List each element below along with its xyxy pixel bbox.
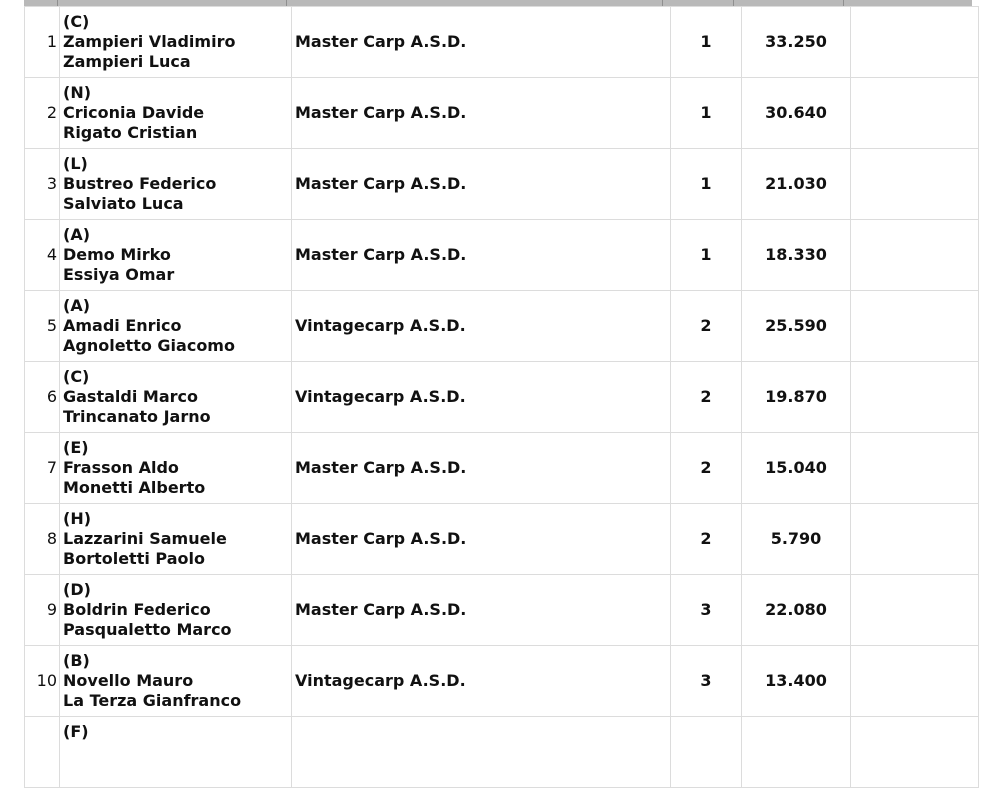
angler-name: Novello Mauro — [63, 671, 194, 690]
table-row — [25, 7, 979, 78]
team-cell — [60, 7, 292, 78]
team-cell — [60, 717, 292, 788]
angler-name: Salviato Luca — [63, 194, 184, 213]
team-cell — [60, 362, 292, 433]
weight-cell: 19.870 — [742, 362, 851, 433]
angler-name: Frasson Aldo — [63, 458, 179, 477]
weight-cell: 13.400 — [742, 646, 851, 717]
empty-cell — [851, 78, 979, 149]
angler-name — [63, 762, 291, 782]
table-row — [25, 717, 979, 788]
angler-name: La Terza Gianfranco — [63, 691, 242, 710]
weight-cell: 33.250 — [742, 7, 851, 78]
club-cell: Master Carp A.S.D. — [292, 149, 671, 220]
table-row — [25, 362, 979, 433]
rank-cell: 8 — [25, 504, 60, 575]
round-cell: 2 — [671, 433, 742, 504]
angler-name: Demo Mirko — [63, 245, 171, 264]
sector-label: (C) — [63, 367, 90, 386]
table-row — [25, 433, 979, 504]
sector-label: (A) — [63, 225, 91, 244]
angler-name: Boldrin Federico — [63, 600, 211, 619]
angler-name: Monetti Alberto — [63, 478, 206, 497]
round-cell: 3 — [671, 575, 742, 646]
club-cell: Master Carp A.S.D. — [292, 7, 671, 78]
angler-name: Criconia Davide — [63, 103, 205, 122]
club-cell — [292, 717, 671, 788]
empty-cell — [851, 504, 979, 575]
empty-cell — [851, 220, 979, 291]
sector-label: (A) — [63, 296, 91, 315]
table-row — [25, 78, 979, 149]
round-cell — [671, 717, 742, 788]
weight-cell — [742, 717, 851, 788]
weight-cell: 25.590 — [742, 291, 851, 362]
angler-name — [63, 742, 291, 762]
empty-cell — [851, 717, 979, 788]
rank-cell: 4 — [25, 220, 60, 291]
weight-cell: 15.040 — [742, 433, 851, 504]
results-table-body — [25, 7, 979, 788]
rank-cell: 1 — [25, 7, 60, 78]
team-cell — [60, 504, 292, 575]
angler-name: Zampieri Luca — [63, 52, 191, 71]
empty-cell — [851, 291, 979, 362]
sector-label: (E) — [63, 438, 89, 457]
empty-cell — [851, 362, 979, 433]
sector-label: (N) — [63, 83, 92, 102]
angler-name: Zampieri Vladimiro — [63, 32, 236, 51]
angler-name: Lazzarini Samuele — [63, 529, 227, 548]
round-cell: 1 — [671, 220, 742, 291]
sector-label: (F) — [63, 722, 89, 741]
round-cell: 1 — [671, 149, 742, 220]
club-cell: Vintagecarp A.S.D. — [292, 362, 671, 433]
table-row — [25, 575, 979, 646]
angler-name: Bustreo Federico — [63, 174, 217, 193]
club-cell: Master Carp A.S.D. — [292, 575, 671, 646]
sector-label: (C) — [63, 12, 90, 31]
table-row — [25, 291, 979, 362]
angler-name: Pasqualetto Marco — [63, 620, 232, 639]
round-cell: 1 — [671, 78, 742, 149]
sector-label: (D) — [63, 580, 91, 599]
table-row — [25, 220, 979, 291]
club-cell: Master Carp A.S.D. — [292, 433, 671, 504]
angler-name: Trincanato Jarno — [63, 407, 211, 426]
empty-cell — [851, 7, 979, 78]
weight-cell: 30.640 — [742, 78, 851, 149]
empty-cell — [851, 646, 979, 717]
angler-name: Agnoletto Giacomo — [63, 336, 235, 355]
round-cell: 2 — [671, 504, 742, 575]
table-row — [25, 504, 979, 575]
angler-name: Bortoletti Paolo — [63, 549, 205, 568]
round-cell: 3 — [671, 646, 742, 717]
team-cell — [60, 291, 292, 362]
rank-cell: 6 — [25, 362, 60, 433]
team-cell — [60, 78, 292, 149]
angler-name: Rigato Cristian — [63, 123, 198, 142]
angler-name: Gastaldi Marco — [63, 387, 198, 406]
rank-cell: 5 — [25, 291, 60, 362]
club-cell: Vintagecarp A.S.D. — [292, 291, 671, 362]
team-cell — [60, 433, 292, 504]
rank-cell: 2 — [25, 78, 60, 149]
team-cell — [60, 149, 292, 220]
sector-label: (L) — [63, 154, 88, 173]
club-cell: Vintagecarp A.S.D. — [292, 646, 671, 717]
angler-name: Amadi Enrico — [63, 316, 182, 335]
results-table — [24, 6, 979, 788]
team-cell — [60, 646, 292, 717]
weight-cell: 21.030 — [742, 149, 851, 220]
rank-cell: 10 — [25, 646, 60, 717]
team-cell — [60, 575, 292, 646]
rank-cell: 7 — [25, 433, 60, 504]
club-cell: Master Carp A.S.D. — [292, 220, 671, 291]
team-cell — [60, 220, 292, 291]
weight-cell: 5.790 — [742, 504, 851, 575]
empty-cell — [851, 149, 979, 220]
table-row — [25, 646, 979, 717]
sector-label: (B) — [63, 651, 90, 670]
club-cell: Master Carp A.S.D. — [292, 504, 671, 575]
empty-cell — [851, 575, 979, 646]
weight-cell: 22.080 — [742, 575, 851, 646]
round-cell: 1 — [671, 7, 742, 78]
rank-cell: 3 — [25, 149, 60, 220]
angler-name: Essiya Omar — [63, 265, 175, 284]
club-cell: Master Carp A.S.D. — [292, 78, 671, 149]
round-cell: 2 — [671, 291, 742, 362]
rank-cell: 9 — [25, 575, 60, 646]
empty-cell — [851, 433, 979, 504]
rank-cell — [25, 717, 60, 788]
round-cell: 2 — [671, 362, 742, 433]
sector-label: (H) — [63, 509, 92, 528]
weight-cell: 18.330 — [742, 220, 851, 291]
table-row — [25, 149, 979, 220]
